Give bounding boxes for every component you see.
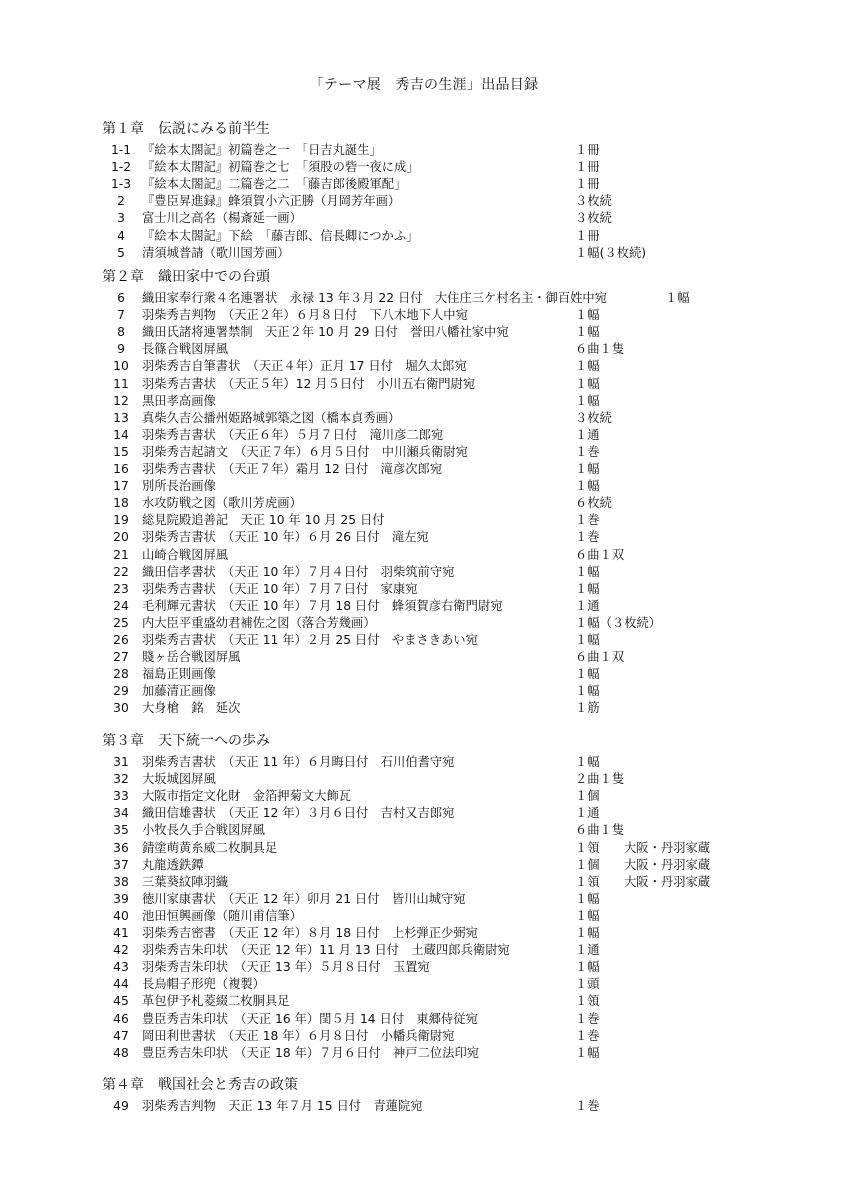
catalog-item (0, 358, 848, 375)
catalog-item (0, 245, 848, 262)
item-description: 織田信雄書状 （天正 12 年）３月６日付 吉村又吉郎宛 (142, 806, 455, 821)
item-owner-note: 大阪・丹羽家蔵 (624, 857, 711, 872)
item-description: 羽柴秀吉書状 （天正７年）霜月 12 日付 滝彦次郎宛 (142, 462, 443, 476)
item-description: 三葉葵紋陣羽織 (142, 874, 229, 889)
item-description: 富士川之高名（楊斎延一画） (142, 211, 302, 226)
item-description: 賤ヶ岳合戦図屏風 (142, 650, 241, 665)
catalog-item (0, 1011, 848, 1028)
item-quantity: １幅 (575, 926, 600, 940)
item-quantity: １筋 (575, 701, 600, 716)
chapter-heading: 第４章 戦国社会と秀吉の政策 (102, 1077, 298, 1093)
item-description: 革包伊予札菱綴二枚胴具足 (142, 994, 290, 1009)
item-number: 33 (113, 789, 129, 804)
item-number: 35 (113, 823, 129, 838)
item-quantity: １領 (575, 840, 600, 855)
catalog-item (0, 581, 848, 598)
item-number: 45 (113, 994, 129, 1009)
item-number: 26 (113, 633, 129, 647)
item-quantity: ６曲１双 (575, 547, 625, 562)
item-number: 14 (113, 427, 129, 442)
catalog-item (0, 857, 848, 874)
item-number: 8 (117, 325, 125, 340)
item-quantity: １巻 (575, 444, 600, 459)
item-description: 大坂城図屏風 (142, 772, 216, 787)
item-number: 4 (117, 228, 125, 243)
item-quantity: １幅 (575, 684, 600, 699)
item-description: 『絵本太閤記』二篇巻之二 「藤吉郎後殿軍配」 (142, 177, 407, 192)
catalog-item (0, 666, 848, 683)
item-description: 毛利輝元書状 （天正 10 年）７月 18 日付 蜂須賀彦右衛門尉宛 (142, 598, 503, 613)
item-number: 1-2 (110, 160, 132, 175)
catalog-item (0, 341, 848, 358)
catalog-item (0, 228, 848, 245)
item-description: 羽柴秀吉自筆書状 （天正４年）正月 17 日付 堀久太郎宛 (142, 359, 467, 374)
chapter-heading: 第３章 天下統一への歩み (102, 733, 270, 749)
item-quantity: １個 (575, 857, 600, 872)
item-number: 9 (117, 342, 125, 357)
item-number: 46 (113, 1011, 129, 1026)
item-owner-note: 大阪・丹羽家蔵 (624, 840, 711, 855)
item-description: 福島正則画像 (142, 667, 216, 682)
catalog-item (0, 529, 848, 546)
item-quantity: １巻 (575, 513, 600, 528)
item-quantity: １冊 (575, 143, 600, 157)
item-description: 羽柴秀吉書状 （天正 10 年）７月７日付 家康宛 (142, 581, 418, 596)
catalog-item (0, 444, 848, 461)
item-description: 長烏帽子形兜（複製） (142, 977, 265, 992)
item-number: 29 (113, 684, 129, 699)
catalog-item (0, 925, 848, 942)
item-description: 織田氏諸将連署禁制 天正２年 10 月 29 日付 誉田八幡社家中宛 (142, 325, 509, 340)
item-quantity: １幅 (575, 462, 600, 476)
item-description: 内大臣平重盛幼君補佐之図（落合芳幾画） (142, 615, 376, 630)
catalog-item (0, 1028, 848, 1045)
item-number: 1-3 (110, 177, 132, 192)
item-description: 豊臣秀吉朱印状 （天正 16 年）閏５月 14 日付 東郷侍従宛 (142, 1011, 478, 1026)
item-description: 丸龍透鉄鐔 (142, 857, 204, 872)
catalog-item (0, 307, 848, 324)
item-number: 2 (117, 194, 125, 209)
catalog-item (0, 495, 848, 512)
item-quantity: １巻 (575, 530, 600, 545)
catalog-item (0, 615, 848, 632)
item-number: 44 (113, 977, 129, 992)
catalog-item (0, 547, 848, 564)
item-number: 39 (113, 891, 129, 906)
item-number: 17 (113, 479, 129, 494)
item-quantity: ３枚続 (575, 211, 612, 226)
catalog-item (0, 427, 848, 444)
item-description: 徳川家康書状 （天正 12 年）卯月 21 日付 皆川山城守宛 (142, 891, 466, 906)
item-quantity: １幅 (575, 581, 600, 596)
item-quantity: １領 (575, 874, 600, 889)
item-quantity: １幅 (575, 359, 600, 374)
item-quantity: １幅 (575, 308, 600, 323)
item-quantity: １幅 (575, 376, 600, 391)
item-quantity: １領 (575, 994, 600, 1009)
item-quantity: １冊 (575, 160, 600, 175)
item-description: 水攻防戦之図（歌川芳虎画） (142, 496, 302, 511)
chapter-heading: 第２章 織田家中での台頭 (102, 269, 270, 285)
item-quantity: １幅 (575, 960, 600, 975)
item-quantity: ３枚続 (575, 194, 612, 209)
item-quantity: ６曲１隻 (575, 342, 625, 357)
item-quantity: １幅 (575, 325, 600, 340)
item-number: 19 (113, 513, 129, 528)
item-description: 織田家奉行衆４名連署状 永禄 13 年３月 22 日付 大住庄三ケ村名主・御百姓中宛 (142, 291, 608, 305)
catalog-item (0, 683, 848, 700)
item-number: 3 (117, 211, 125, 226)
catalog-item (0, 908, 848, 925)
item-description: 黒田孝高画像 (142, 393, 216, 408)
item-number: 22 (113, 564, 129, 579)
item-quantity: １幅 (575, 667, 600, 682)
catalog-item (0, 1098, 848, 1115)
item-number: 31 (113, 755, 129, 769)
item-quantity: ２曲１隻 (575, 772, 625, 787)
catalog-item (0, 461, 848, 478)
item-description: 錆塗萌黄糸威二枚胴具足 (142, 840, 278, 855)
item-number: 38 (113, 874, 129, 889)
item-description: 羽柴秀吉書状 （天正５年）12 月５日付 小川五右衛門尉宛 (142, 376, 476, 391)
catalog-item (0, 193, 848, 210)
item-number: 20 (113, 530, 129, 545)
item-quantity: １頭 (575, 977, 600, 992)
item-description: 豊臣秀吉朱印状 （天正 18 年）７月６日付 神戸二位法印宛 (142, 1045, 480, 1060)
item-description: 羽柴秀吉起請文 （天正７年）６月５日付 中川瀬兵衛尉宛 (142, 444, 468, 459)
item-number: 15 (113, 444, 129, 459)
item-description: 真柴久吉公播州姫路城郭築之図（橋本貞秀画） (142, 410, 401, 425)
item-description: 長篠合戦図屏風 (142, 342, 229, 357)
item-number: 7 (117, 308, 125, 323)
catalog-item (0, 159, 848, 176)
catalog-item (0, 840, 848, 857)
catalog-item (0, 805, 848, 822)
item-description: 羽柴秀吉書状 （天正 11 年）２月 25 日付 やまさきあい宛 (142, 633, 478, 647)
catalog-item (0, 959, 848, 976)
item-description: 大阪市指定文化財 金箔押菊文大飾瓦 (142, 789, 352, 804)
item-number: 12 (113, 393, 129, 408)
item-quantity: １巻 (575, 1099, 600, 1113)
catalog-item (0, 478, 848, 495)
item-quantity: １個 (575, 789, 600, 804)
item-description: 岡田利世書状 （天正 18 年）６月８日付 小幡兵衛尉宛 (142, 1028, 455, 1043)
item-number: 48 (113, 1045, 129, 1060)
item-quantity: １幅 (575, 393, 600, 408)
item-number: 25 (113, 615, 129, 630)
item-quantity: １通 (575, 598, 600, 613)
catalog-item (0, 993, 848, 1010)
item-number: 42 (113, 943, 129, 958)
item-quantity: １幅 (575, 1045, 600, 1060)
item-quantity: １幅 (665, 291, 690, 305)
catalog-item (0, 942, 848, 959)
item-owner-note: 大阪・丹羽家蔵 (624, 874, 711, 889)
item-description: 羽柴秀吉判物 （天正２年）６月８日付 下八木地下人中宛 (142, 308, 468, 323)
item-number: 49 (113, 1099, 129, 1113)
catalog-item (0, 564, 848, 581)
item-quantity: １巻 (575, 1011, 600, 1026)
item-number: 5 (117, 245, 125, 260)
catalog-item (0, 324, 848, 341)
item-quantity: ６曲１隻 (575, 823, 625, 838)
item-quantity: １幅 (575, 479, 600, 494)
item-description: 加藤清正画像 (142, 684, 216, 699)
item-number: 34 (113, 806, 129, 821)
item-description: 羽柴秀吉書状 （天正６年）５月７日付 滝川彦二郎宛 (142, 427, 444, 442)
item-quantity: １幅 (575, 633, 600, 647)
item-quantity: １冊 (575, 228, 600, 243)
item-description: 清須城普請（歌川国芳画） (142, 245, 290, 260)
page-title: 「テーマ展 秀吉の生涯」出品目録 (309, 77, 539, 93)
item-number: 24 (113, 598, 129, 613)
item-number: 16 (113, 462, 129, 476)
item-number: 36 (113, 840, 129, 855)
catalog-item (0, 142, 848, 159)
catalog-item (0, 700, 848, 717)
item-number: 10 (113, 359, 129, 374)
item-quantity: ６曲１双 (575, 650, 625, 665)
item-description: 小牧長久手合戦図屏風 (142, 823, 265, 838)
catalog-item (0, 210, 848, 227)
catalog-item (0, 649, 848, 666)
item-quantity: １巻 (575, 1028, 600, 1043)
item-number: 37 (113, 857, 129, 872)
item-description: 羽柴秀吉朱印状 （天正 12 年）11 月 13 日付 土蔵四郎兵衛尉宛 (142, 943, 510, 958)
item-number: 11 (113, 376, 129, 391)
item-quantity: １幅(３枚続) (575, 245, 647, 260)
item-quantity: ３枚続 (575, 410, 612, 425)
item-number: 23 (113, 581, 129, 596)
item-number: 47 (113, 1028, 129, 1043)
chapter-heading: 第１章 伝説にみる前半生 (102, 121, 270, 137)
catalog-item (0, 376, 848, 393)
item-number: 18 (113, 496, 129, 511)
item-description: 織田信孝書状 （天正 10 年）７月４日付 羽柴筑前守宛 (142, 564, 455, 579)
item-quantity: １幅 (575, 564, 600, 579)
item-number: 41 (113, 926, 129, 940)
item-description: 羽柴秀吉判物 天正 13 年７月 15 日付 青蓮院宛 (142, 1099, 423, 1113)
item-description: 『豊臣昇進録』蜂須賀小六正勝（月岡芳年画） (142, 194, 401, 209)
item-description: 総見院殿追善記 天正 10 年 10 月 25 日付 (142, 513, 385, 528)
catalog-item (0, 410, 848, 427)
catalog-item (0, 598, 848, 615)
item-description: 羽柴秀吉書状 （天正 11 年）６月晦日付 石川伯耆守宛 (142, 755, 455, 769)
item-description: 別所長治画像 (142, 479, 216, 494)
item-description: 『絵本太閤記』下絵 「藤吉郎、信長卿につかふ」 (142, 228, 419, 243)
item-quantity: １通 (575, 943, 600, 958)
item-number: 30 (113, 701, 129, 716)
item-number: 43 (113, 960, 129, 975)
item-description: 『絵本太閤記』初篇巻之七 「須股の砦一夜に成」 (142, 160, 419, 175)
item-quantity: １幅 (575, 908, 600, 923)
catalog-item (0, 874, 848, 891)
item-description: 羽柴秀吉密書 （天正 12 年）８月 18 日付 上杉弾正少弼宛 (142, 926, 478, 940)
item-description: 『絵本太閤記』初篇巻之一 「日吉丸誕生」 (142, 143, 382, 157)
item-description: 山崎合戦図屏風 (142, 547, 229, 562)
item-description: 羽柴秀吉朱印状 （天正 13 年）５月８日付 玉置宛 (142, 960, 430, 975)
item-description: 羽柴秀吉書状 （天正 10 年）６月 26 日付 滝左宛 (142, 530, 429, 545)
item-number: 21 (113, 547, 129, 562)
item-number: 32 (113, 772, 129, 787)
item-quantity: １通 (575, 427, 600, 442)
item-quantity: １幅 (575, 755, 600, 769)
item-quantity: ６枚続 (575, 496, 612, 511)
catalog-item (0, 393, 848, 410)
catalog-item (0, 176, 848, 193)
catalog-item (0, 976, 848, 993)
item-quantity: １通 (575, 806, 600, 821)
catalog-item (0, 290, 848, 307)
item-number: 40 (113, 908, 129, 923)
catalog-item (0, 891, 848, 908)
item-number: 13 (113, 410, 129, 425)
item-quantity: １冊 (575, 177, 600, 192)
item-description: 池田恒興画像（随川甫信筆） (142, 908, 302, 923)
catalog-item (0, 1045, 848, 1062)
catalog-item (0, 512, 848, 529)
catalog-item (0, 771, 848, 788)
item-number: 28 (113, 667, 129, 682)
item-quantity: １幅（３枚続） (575, 615, 662, 630)
catalog-item (0, 632, 848, 649)
item-quantity: １幅 (575, 891, 600, 906)
item-number: 27 (113, 650, 129, 665)
catalog-item (0, 754, 848, 771)
item-description: 大身槍 銘 延次 (142, 701, 241, 716)
catalog-item (0, 822, 848, 839)
item-number: 6 (117, 291, 125, 305)
catalog-item (0, 788, 848, 805)
item-number: 1-1 (110, 143, 132, 157)
